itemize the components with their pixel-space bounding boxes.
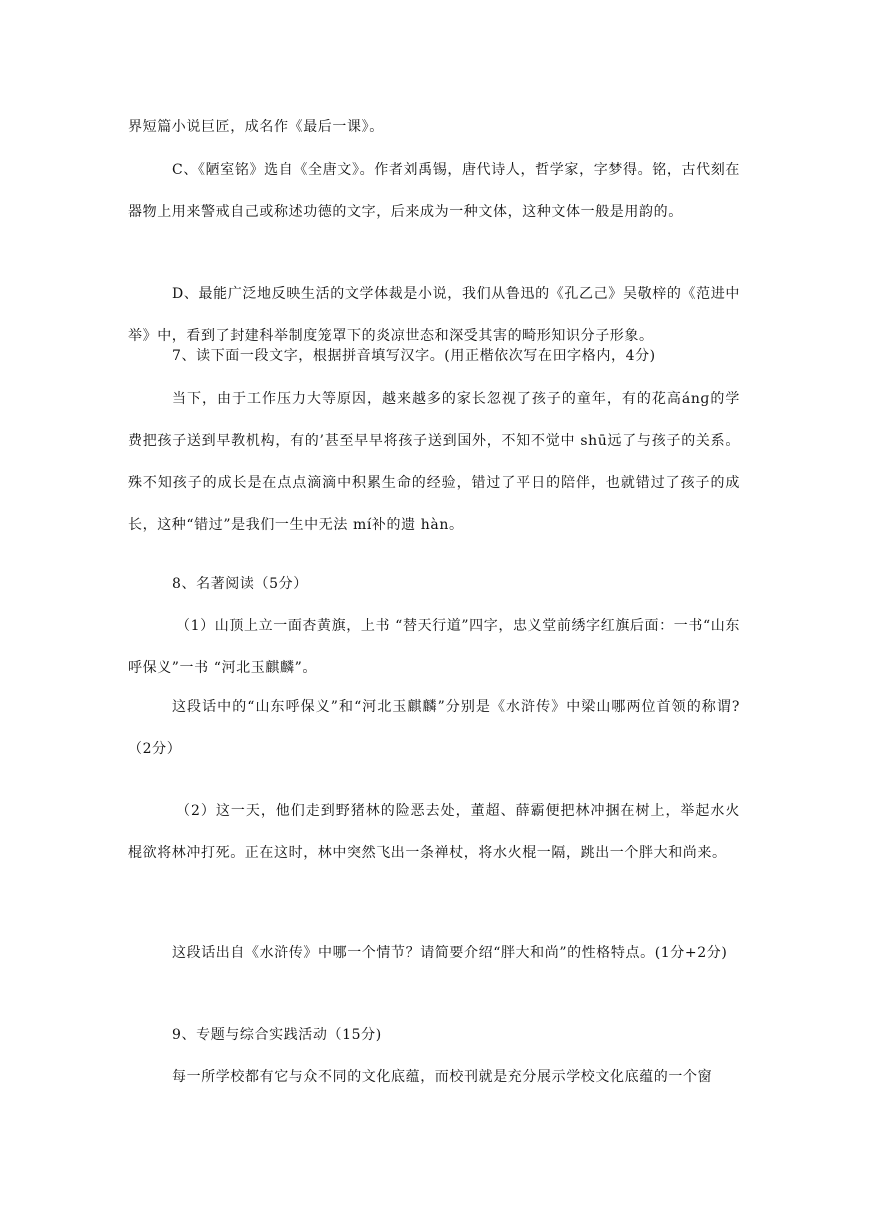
question-7-heading: 7、读下面一段文字，根据拼音填写汉字。(用正楷依次写在田字格内，4分) <box>172 348 656 364</box>
question-7-passage: 当下，由于工作压力大等原因，越来越多的家长忽视了孩子的童年，有的花高ánɡ的学费把孩子送到早教机构，有的’甚至早早将孩子送到国外，不知不觉中 shū远了与孩子的关系。殊不知孩子的成长是在点点滴滴中积累生命的经验，错过了平日的陪伴，也就错过了孩子的成长，这种“错过”是我们一生中无法 mí补的遗 hàn。 <box>128 391 740 533</box>
question-8-heading: 8、名著阅读（5分） <box>172 576 308 592</box>
question-9-passage: 每一所学校都有它与众不同的文化底蕴，而校刊就是充分展示学校文化底蕴的一个窗 <box>172 1069 713 1085</box>
paragraph-option-c: C、《陋室铭》选自《全唐文》。作者刘禹锡，唐代诗人，哲学家，字梦得。铭，古代刻在器物上用来警戒自己或称述功德的文字，后来成为一种文体，这种文体一般是用韵的。 <box>128 162 740 220</box>
question-9-heading: 9、专题与综合实践活动（15分) <box>172 1027 382 1043</box>
question-8-part-1-prompt: 这段话中的“山东呼保义”和“河北玉麒麟”分别是《水浒传》中梁山哪两位首领的称谓?（2分） <box>128 699 740 757</box>
paragraph-option-d: D、最能广泛地反映生活的文学体裁是小说，我们从鲁迅的《孔乙己》吴敬梓的《范进中举》中，看到了封建科举制度笼罩下的炎凉世态和深受其害的畸形知识分子形象。 <box>128 286 740 344</box>
question-8-part-2-prompt: 这段话出自《水浒传》中哪一个情节？请简要介绍“胖大和尚”的性格特点。(1分+2分) <box>172 945 728 961</box>
question-8-part-2-quote: （2）这一天，他们走到野猪林的险恶去处，董超、薛霸便把林冲捆在树上，举起水火棍欲将林冲打死。正在这时，林中突然飞出一条禅杖，将水火棍一隔，跳出一个胖大和尚来。 <box>128 803 740 861</box>
question-8-part-1-quote: （1）山顶上立一面杏黄旗，上书 “替天行道”四字，忠义堂前绣字红旗后面：一书“山东呼保义”一书 “河北玉麒麟”。 <box>128 618 740 676</box>
paragraph-continuation: 界短篇小说巨匠，成名作《最后一课》。 <box>128 119 384 135</box>
